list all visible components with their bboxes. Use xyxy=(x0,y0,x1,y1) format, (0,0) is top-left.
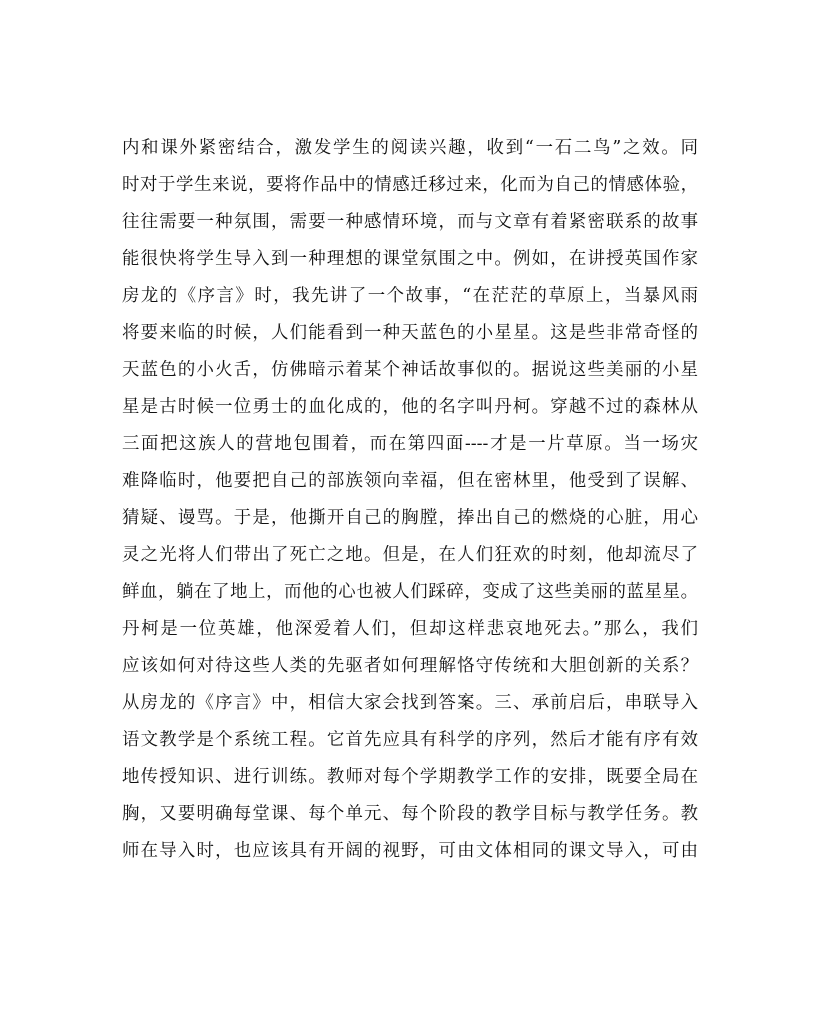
text-line: 房龙的《序言》时，我先讲了一个故事，“在茫茫的草原上，当暴风雨 xyxy=(122,286,698,306)
text-line: 丹柯是一位英雄，他深爱着人们，但却这样悲哀地死去。”那么，我们 xyxy=(122,619,698,639)
text-line: 灵之光将人们带出了死亡之地。但是，在人们狂欢的时刻，他却流尽了 xyxy=(122,545,698,565)
text-line: 鲜血，躺在了地上，而他的心也被人们踩碎，变成了这些美丽的蓝星星。 xyxy=(122,582,698,602)
text-line: 能很快将学生导入到一种理想的课堂氛围之中。例如，在讲授英国作家 xyxy=(122,249,698,269)
text-line: 应该如何对待这些人类的先驱者如何理解恪守传统和大胆创新的关系？ xyxy=(122,656,698,676)
text-line: 胸，又要明确每堂课、每个单元、每个阶段的教学目标与教学任务。教 xyxy=(122,804,698,824)
text-line: 星是古时候一位勇士的血化成的，他的名字叫丹柯。穿越不过的森林从 xyxy=(122,397,698,417)
text-line: 时对于学生来说，要将作品中的情感迁移过来，化而为自己的情感体验， xyxy=(122,175,698,195)
text-line: 往往需要一种氛围，需要一种感情环境，而与文章有着紧密联系的故事 xyxy=(122,212,698,232)
text-line: 地传授知识、进行训练。教师对每个学期教学工作的安排，既要全局在 xyxy=(122,767,698,787)
text-line: 猜疑、谩骂。于是，他撕开自己的胸膛，捧出自己的燃烧的心脏，用心 xyxy=(122,508,698,528)
text-line: 内和课外紧密结合，激发学生的阅读兴趣，收到“一石二鸟”之效。同 xyxy=(122,138,698,158)
text-line: 将要来临的时候，人们能看到一种天蓝色的小星星。这是些非常奇怪的 xyxy=(122,323,698,343)
text-line: 天蓝色的小火舌，仿佛暗示着某个神话故事似的。据说这些美丽的小星 xyxy=(122,360,698,380)
body-text xyxy=(122,132,698,872)
text-line: 三面把这族人的营地包围着，而在第四面----才是一片草原。当一场灾 xyxy=(122,434,698,454)
text-line: 难降临时，他要把自己的部族领向幸福，但在密林里，他受到了误解、 xyxy=(122,471,698,491)
text-line: 师在导入时，也应该具有开阔的视野，可由文体相同的课文导入，可由 xyxy=(122,841,698,861)
text-line: 从房龙的《序言》中，相信大家会找到答案。三、承前启后，串联导入 xyxy=(122,693,698,713)
text-line: 语文教学是个系统工程。它首先应具有科学的序列，然后才能有序有效 xyxy=(122,730,698,750)
